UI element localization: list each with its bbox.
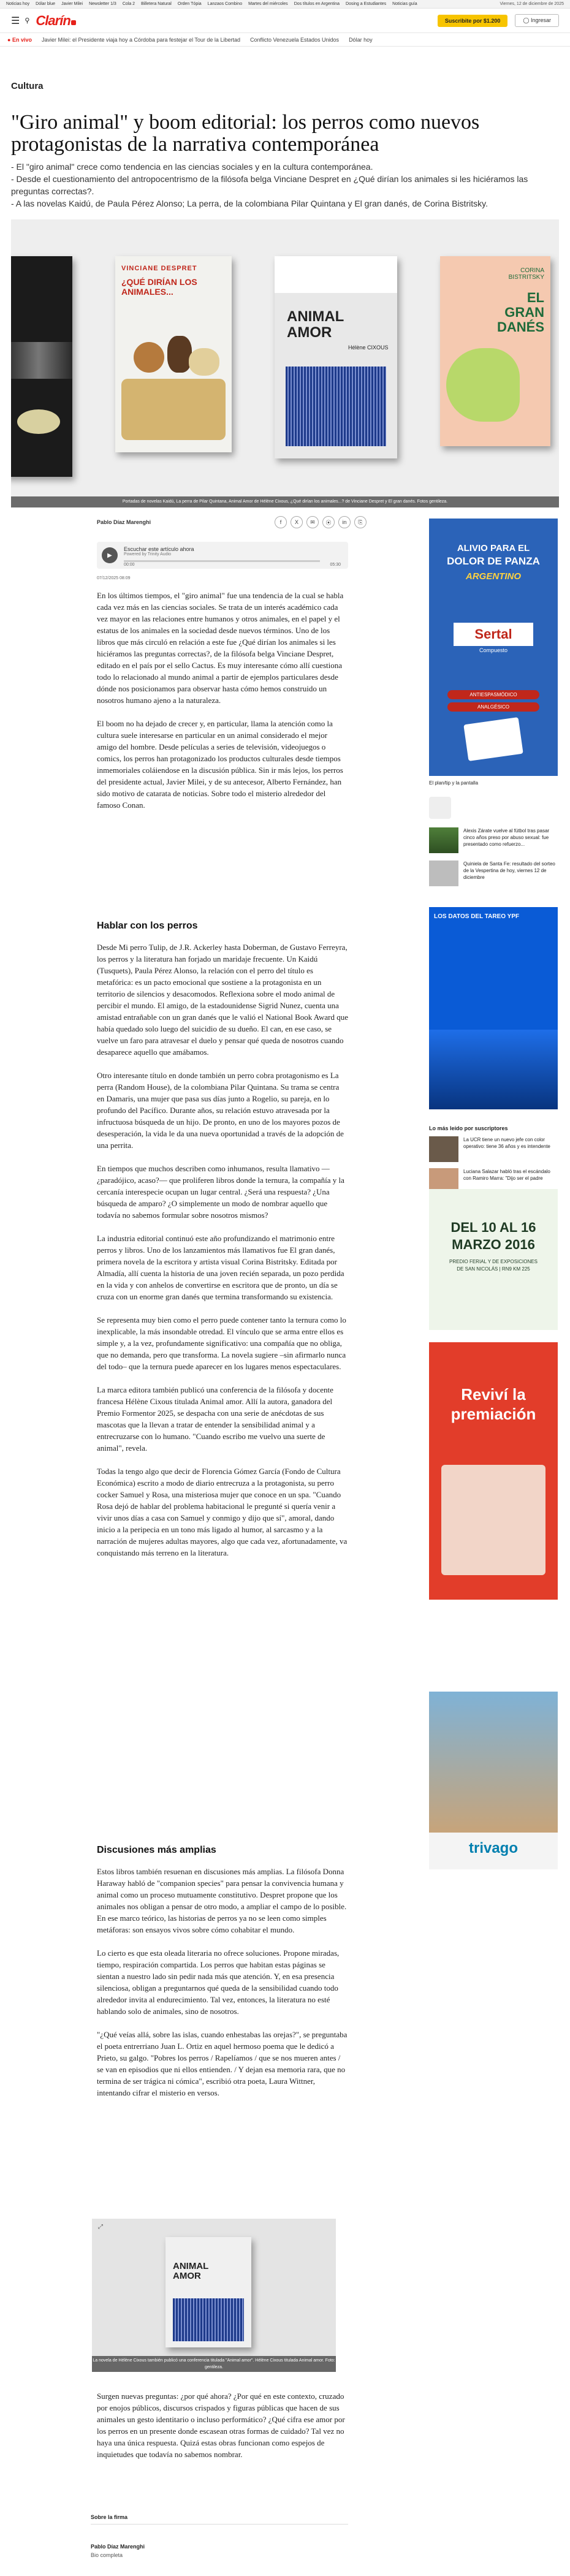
ad-pill: ANTIESPASMÓDICO <box>447 690 539 699</box>
paragraph: Se representa muy bien como el perro puede contener tanto la ternura como lo inexplicable, la más insondable otredad. El vínculo que se arma entre ellos es simple y, a la vez, profundamente significativo: una compañía que no obliga, que no demanda, pero que transforma. La novela sugiere –sin afirmarlo nunca del todo– que la ternura puede aparecer en los lugares menos espectaculares. <box>97 1315 346 1371</box>
ad-headline: DOLOR DE PANZA <box>447 555 540 567</box>
live-indicator[interactable]: ● En vivo <box>7 36 32 43</box>
audio-player <box>97 542 348 569</box>
x-icon[interactable]: X <box>291 516 303 528</box>
linkedin-icon[interactable]: in <box>338 516 351 528</box>
book-author: VINCIANE DESPRET <box>121 265 197 272</box>
topbar-link[interactable]: Dos títulos en Argentina <box>294 2 340 6</box>
ad-text: PREDIO FERIAL Y DE EXPOSICIONES <box>449 1259 538 1264</box>
topbar-link[interactable]: Lanzaos Combino <box>207 2 243 6</box>
play-icon[interactable]: ▶ <box>102 547 118 563</box>
facebook-icon[interactable]: f <box>275 516 287 528</box>
subscribe-button[interactable]: Suscribite por $1.200 <box>438 15 508 27</box>
ad-headline: DEL 10 AL 16 <box>450 1220 536 1235</box>
audio-provider: Powered by Trinity Audio <box>124 552 172 557</box>
subheading: Hablar con los perros <box>97 921 198 931</box>
book-author: Hélène CIXOUS <box>348 344 389 351</box>
summary-bullet: - Desde el cuestionamiento del antropocentrismo de la filósofa belga Vinciane Despret en ¿Qué dirían los animales si les hiciéramos las preguntas correctas?. <box>11 174 528 196</box>
book-author: CORINA BISTRITSKY <box>508 267 544 281</box>
topbar-link[interactable]: Dólar blue <box>36 2 56 6</box>
article-body <box>97 941 348 1570</box>
most-read-item[interactable]: La UCR tiene un nuevo jefe con color operativo: tiene 36 años y es intendente <box>429 1136 558 1162</box>
article-title: "Giro animal" y boom editorial: los perros como nuevos protagonistas de la narrativa contemporánea <box>11 111 480 156</box>
most-read-item[interactable]: Luciana Salazar habló tras el escándalo con Ramiro Marra: "Dijo ser el padre <box>429 1168 558 1194</box>
paragraph: Estos libros también resuenan en discusiones más amplias. La filósofa Donna Haraway habló de "companion species" para pensar la convivencia humana y animal como un proceso mutuamente constitutivo. Despret propone que los animales nos obligan a pensar de otro modo, a ampliar el campo de lo posible. En ese marco teórico, las historias de perros ya no se leen como simples metáforas: son ensayos vivos sobre cómo cohabitar el mundo. <box>97 1867 347 1934</box>
mail-icon[interactable]: ✉ <box>306 516 319 528</box>
related-item[interactable]: Alexis Zárate vuelve al fútbol tras pasar cinco años preso por abuso sexual: fue presentado como refuerzo... <box>429 827 558 853</box>
topbar-link[interactable]: Noticias guía <box>392 2 417 6</box>
book-cover-cixous <box>275 256 397 458</box>
author-byline[interactable]: Pablo Díaz Marenghi <box>97 519 151 525</box>
audio-label: Escuchar este artículo ahora <box>124 546 194 552</box>
paragraph: Surgen nuevas preguntas: ¿por qué ahora? ¿Por qué en este contexto, cruzado por enojos públicos, discursos crispados y figuras públicas que hacen de sus animales un gesto identitario o incluso performático? ¿Qué cifra ese amor por los perros en un presente donde escasean otras formas de cuidado? Tal vez no haya una única respuesta. Quizá estas obras funcionan como espejos de inquietudes que todavía no sabemos nombrar. <box>97 2392 345 2459</box>
trivago-ad[interactable] <box>429 1692 558 1869</box>
hero-image[interactable] <box>11 219 559 507</box>
paragraph: En tiempos que muchos describen como inhumanos, resulta llamativo —¿paradójico, acaso?— que proliferen libros donde la ternura, la compañía y la cercanía interespecie ocupan un lugar central. ¿Será una respuesta? ¿Una búsqueda de amparo? ¿O simplemente un modo de nombrar aquello que todavía no sabemos formular sobre nosotros mismos? <box>97 1164 344 1220</box>
footer-author-name[interactable]: Pablo Díaz Marenghi <box>91 2544 145 2550</box>
clarin-logo[interactable]: Clarín <box>36 13 75 29</box>
expand-icon[interactable]: ⤢ <box>98 2224 103 2230</box>
paragraph: En los últimos tiempos, el "giro animal" fue una tendencia de la cual se habla cada vez más en las ciencias sociales. Se trata de un interés académico cada vez mayor en las relaciones entre humanos y otros animales, en el papel y el estatus de los animales en la sociedad desde nuevos términos. Uno de los libros que más circuló en relación a este fue ¿Qué dirían los animales si les hiciéramos las preguntas correctas?, de la filósofa belga Vinciane Despret, editado en el país por el sello Cactus. Es muy interesante cómo allí cuestiona todo lo relacionado al mundo animal a partir de ejemplos particulares desde dónde nos posicionamos para observar hasta cómo hemos construido un nosotros humano ajeno a la naturaleza. <box>97 591 344 705</box>
book-title: EL GRAN DANÉS <box>496 290 544 335</box>
summary-bullet: - A las novelas Kaidú, de Paula Pérez Alonso; La perra, de la colombiana Pilar Quintana y El gran danés, de Corina Bistritsky. <box>11 199 488 208</box>
topbar-link[interactable]: Javier Milei <box>61 2 83 6</box>
article-body <box>97 1866 348 2110</box>
login-button[interactable]: ◯ Ingresar <box>515 14 559 27</box>
hamburger-menu-icon[interactable]: ☰ <box>11 15 20 26</box>
nav-item[interactable]: Conflicto Venezuela Estados Unidos <box>249 36 340 43</box>
topbar-link[interactable]: Noticias hoy <box>6 2 30 6</box>
paragraph: La marca editora también publicó una conferencia de la filósofa y docente francesa Hélène Cixous titulada Animal amor. Allí la autora, ganadora del Premio Formentor 2025, se despacha con una serie de anécdotas de sus mascotas que la llevan a tratar de entender la sensibilidad animal y a entrecruzarse con lo humano. "Cuando escribo me vuelvo una suerte de animal", revela. <box>97 1385 333 1453</box>
top-utility-bar <box>0 0 570 9</box>
share-buttons <box>275 516 367 528</box>
summary-bullet: - El "giro animal" crece como tendencia en las ciencias sociales y en la cultura contemporánea. <box>11 162 373 172</box>
footer-author-bio[interactable]: Bio completa <box>91 2552 123 2558</box>
topbar-link[interactable]: Orden Tópia <box>177 2 202 6</box>
audio-current-time: 00:00 <box>124 563 135 567</box>
premiacion-ad[interactable] <box>429 1342 558 1600</box>
ad-text: DE SAN NICOLÁS | RN9 KM 225 <box>457 1266 530 1272</box>
search-icon[interactable]: ⚲ <box>25 17 30 25</box>
topbar-link[interactable]: Cola 2 <box>122 2 135 6</box>
agro-ad[interactable] <box>429 1189 558 1330</box>
most-read-title: Lo más leído por suscriptores <box>429 1125 508 1131</box>
placeholder-thumbnail <box>429 797 451 819</box>
paragraph: El boom no ha dejado de crecer y, en particular, llama la atención como la cultura suele interesarse en particular en un animal considerado el mejor amigo del hombre. Desde películas a series de televisión, videojuegos o comics, los perros han protagonizado los productos culturales desde tiempos inmemoriales coláiendose en la discusión pública. Sin ir más lejos, los perros del presidente actual, Javier Milei, y de su antecesor, Alberto Fernández, han sido motivo de catarata de noticias. Sobre todo el misterio alrededor del famoso Conan. <box>97 719 343 810</box>
book-cover-bistritsky <box>440 256 550 446</box>
ad-headline: ALIVIO PARA EL <box>457 543 530 553</box>
subheading: Discusiones más amplias <box>97 1845 216 1855</box>
ad-brand-sub: Compuesto <box>479 647 508 653</box>
sertal-ad[interactable] <box>429 519 558 776</box>
book-title: ANIMAL AMOR <box>173 2261 209 2281</box>
whatsapp-icon[interactable]: ⦿ <box>322 516 335 528</box>
nav-item[interactable]: Javier Milei: el Presidente viaja hoy a Córdoba para festejar el Tour de la Libertad <box>41 36 240 43</box>
nav-item[interactable]: Dólar hoy <box>349 36 373 43</box>
publish-date: 07/12/2025 08:09 <box>97 576 131 580</box>
book-cover-despret <box>115 256 232 452</box>
trivago-logo: trivago <box>468 1840 518 1856</box>
audio-duration: 05:30 <box>330 563 341 567</box>
paragraph: Lo cierto es que esta oleada literaria no ofrece soluciones. Propone miradas, tiempo, respiración compartida. Los perros que habitan estas páginas se sientan a nuestro lado sin pedir nada más que atención. Y, en esa presencia silenciosa, obligan a preguntarnos qué queda de la sensibilidad cuando todo alrededor invita al endurecimiento. Tal vez, entonces, la literatura no esté hablando solo de animales, sino de nosotros. <box>97 1948 340 2016</box>
book-cover-dark <box>11 256 72 477</box>
paragraph: Todas la tengo algo que decir de Florencia Gómez García (Fondo de Cultura Económica) escrito a modo de diario entrecruza a la protagonista, su perro cocker Samuel y Rosa, una misteriosa mujer que conoce en un spa. "Cuando Rosa dejó de hablar del problema habitacional le pregunté si quería venir a vivir unos días a casa con Samuel y conmigo y dijo que sí", amoral, dando inicio a la peripecia en un tono más ligado al humor, al sarcasmo y a la narración de mujeres adultas mayores, algo que cada vez, afortunadamente, va conquistando más terreno en la literatura. <box>97 1467 348 1557</box>
ad-headline: MARZO 2016 <box>452 1237 535 1252</box>
topbar-link[interactable]: Billetera Natural <box>141 2 172 6</box>
audio-progress-bar[interactable] <box>124 560 320 562</box>
ad-headline: ARGENTINO <box>466 571 521 582</box>
book-cover-cixous-inline <box>165 2237 251 2347</box>
site-header <box>0 9 570 33</box>
section-label[interactable]: Cultura <box>11 81 44 91</box>
book-title: ANIMAL AMOR <box>287 308 344 341</box>
related-item[interactable]: Quiniela de Santa Fe: resultado del sorteo de la Vespertina de hoy, viernes 12 de diciembre <box>429 861 558 886</box>
inline-image[interactable] <box>92 2219 336 2372</box>
copy-link-icon[interactable]: ⎘ <box>354 516 367 528</box>
ad-brand: Sertal <box>454 623 533 646</box>
paragraph: "¿Qué veías allá, sobre las islas, cuando enhestabas las orejas?", se preguntaba el poeta entrerriano Juan L. Ortiz en aquel hermoso poema que le dedicó a Prieto, su galgo. "Pobres los perros / Rapelíamos / que se nos mueren antes / se van en episodios que ni ellos entienden. / Y dejan esa memoria rara, que no termina de ser trágica ni cómica", escribió otra poeta, Laura Wittner, intentando cifrar el misterio en versos. <box>97 2030 348 2097</box>
ypf-ad[interactable] <box>429 907 558 1109</box>
article-summary <box>11 161 550 210</box>
about-author-label: Sobre la firma <box>91 2514 128 2520</box>
inline-image-caption: La novela de Hélène Cixous también publicó una conferencia titulada "Animal amor". Hélène Cixous titulada Animal amor. Foto: gentileza. <box>92 2356 336 2372</box>
hero-caption: Portadas de novelas Kaidú, La perra de Pilar Quintana, Animal Amor de Hélène Cixous, ¿Qué dirían los animales...? de Vinciane Despret y El gran danés. Fotos gentileza. <box>11 496 559 507</box>
paragraph: La industria editorial continuó este año profundizando el matrimonio entre perros y libros. Uno de los lanzamientos más llamativos fue El gran danés, primera novela de la escritora y artista visual Corina Bistritsky. Editada por Almadía, allí cuenta la historia de una joven recién separada, un pozo perdida en la vida y con anhelos de convertirse en escritora que de pronto, un día se cruza con un enorme gran danés que termina transformando su existencia. <box>97 1234 344 1301</box>
trending-navbar <box>0 33 570 47</box>
topbar-link[interactable]: Dosing a Estudiantes <box>346 2 387 6</box>
paragraph: Desde Mi perro Tulip, de J.R. Ackerley hasta Doberman, de Gustavo Ferreyra, los perros y la literatura han forjado un maridaje frecuente. Un Kaidú (Tusquets), Paula Pérez Alonso, la relación con el perro del título es metafórica: es un pacto emocional que sostiene a la protagonista en un territorio de silencios y desacomodos. Reflexiona sobre el modo animal de percibir el mundo. El amigo, de la estadounidense Sigrid Nunez, cuenta una amistad entrañable con un gran danés que le valió el National Book Award que había quedado solo luego del suicidio de su dueño. El can, en ese caso, se vuelve un faro para atravesar el duelo y pensar qué queda de nosotros cuando desaparece aquello que amábamos. <box>97 943 348 1057</box>
article-body <box>97 590 348 823</box>
ad-headline: Reviví la <box>461 1385 526 1404</box>
ad-headline: LOS DATOS DEL TAREO YPF <box>434 913 520 920</box>
topbar-link[interactable]: Martes del miércoles <box>248 2 288 6</box>
paragraph: Otro interesante título en donde también un perro cobra protagonismo es La perra (Random House), de la colombiana Pilar Quintana. Su trama se centra en Damaris, una mujer que pasa sus días junto a Rogelio, su pareja, en lo profundo del Pacífico. Durante años, su relación estuvo atravesada por la infructuosa búsqueda de un hijo. De pronto, en uno de los mayores pozos de desesperación, la vida le da una nueva oportunidad a través de la adopción de una perrita. <box>97 1071 344 1150</box>
topbar-link[interactable]: Newsletter 1/3 <box>89 2 116 6</box>
book-title: ¿QUÉ DIRÍAN LOS ANIMALES... <box>121 277 197 297</box>
ad-pill: ANALGÉSICO <box>447 702 539 712</box>
ad-link[interactable]: El plan/tip y la pantalla <box>429 780 479 786</box>
user-icon: ◯ <box>523 17 531 23</box>
ad-headline: premiación <box>450 1405 536 1423</box>
article-body <box>97 2390 348 2472</box>
current-date: Viernes, 12 de diciembre de 2025 <box>500 2 564 6</box>
